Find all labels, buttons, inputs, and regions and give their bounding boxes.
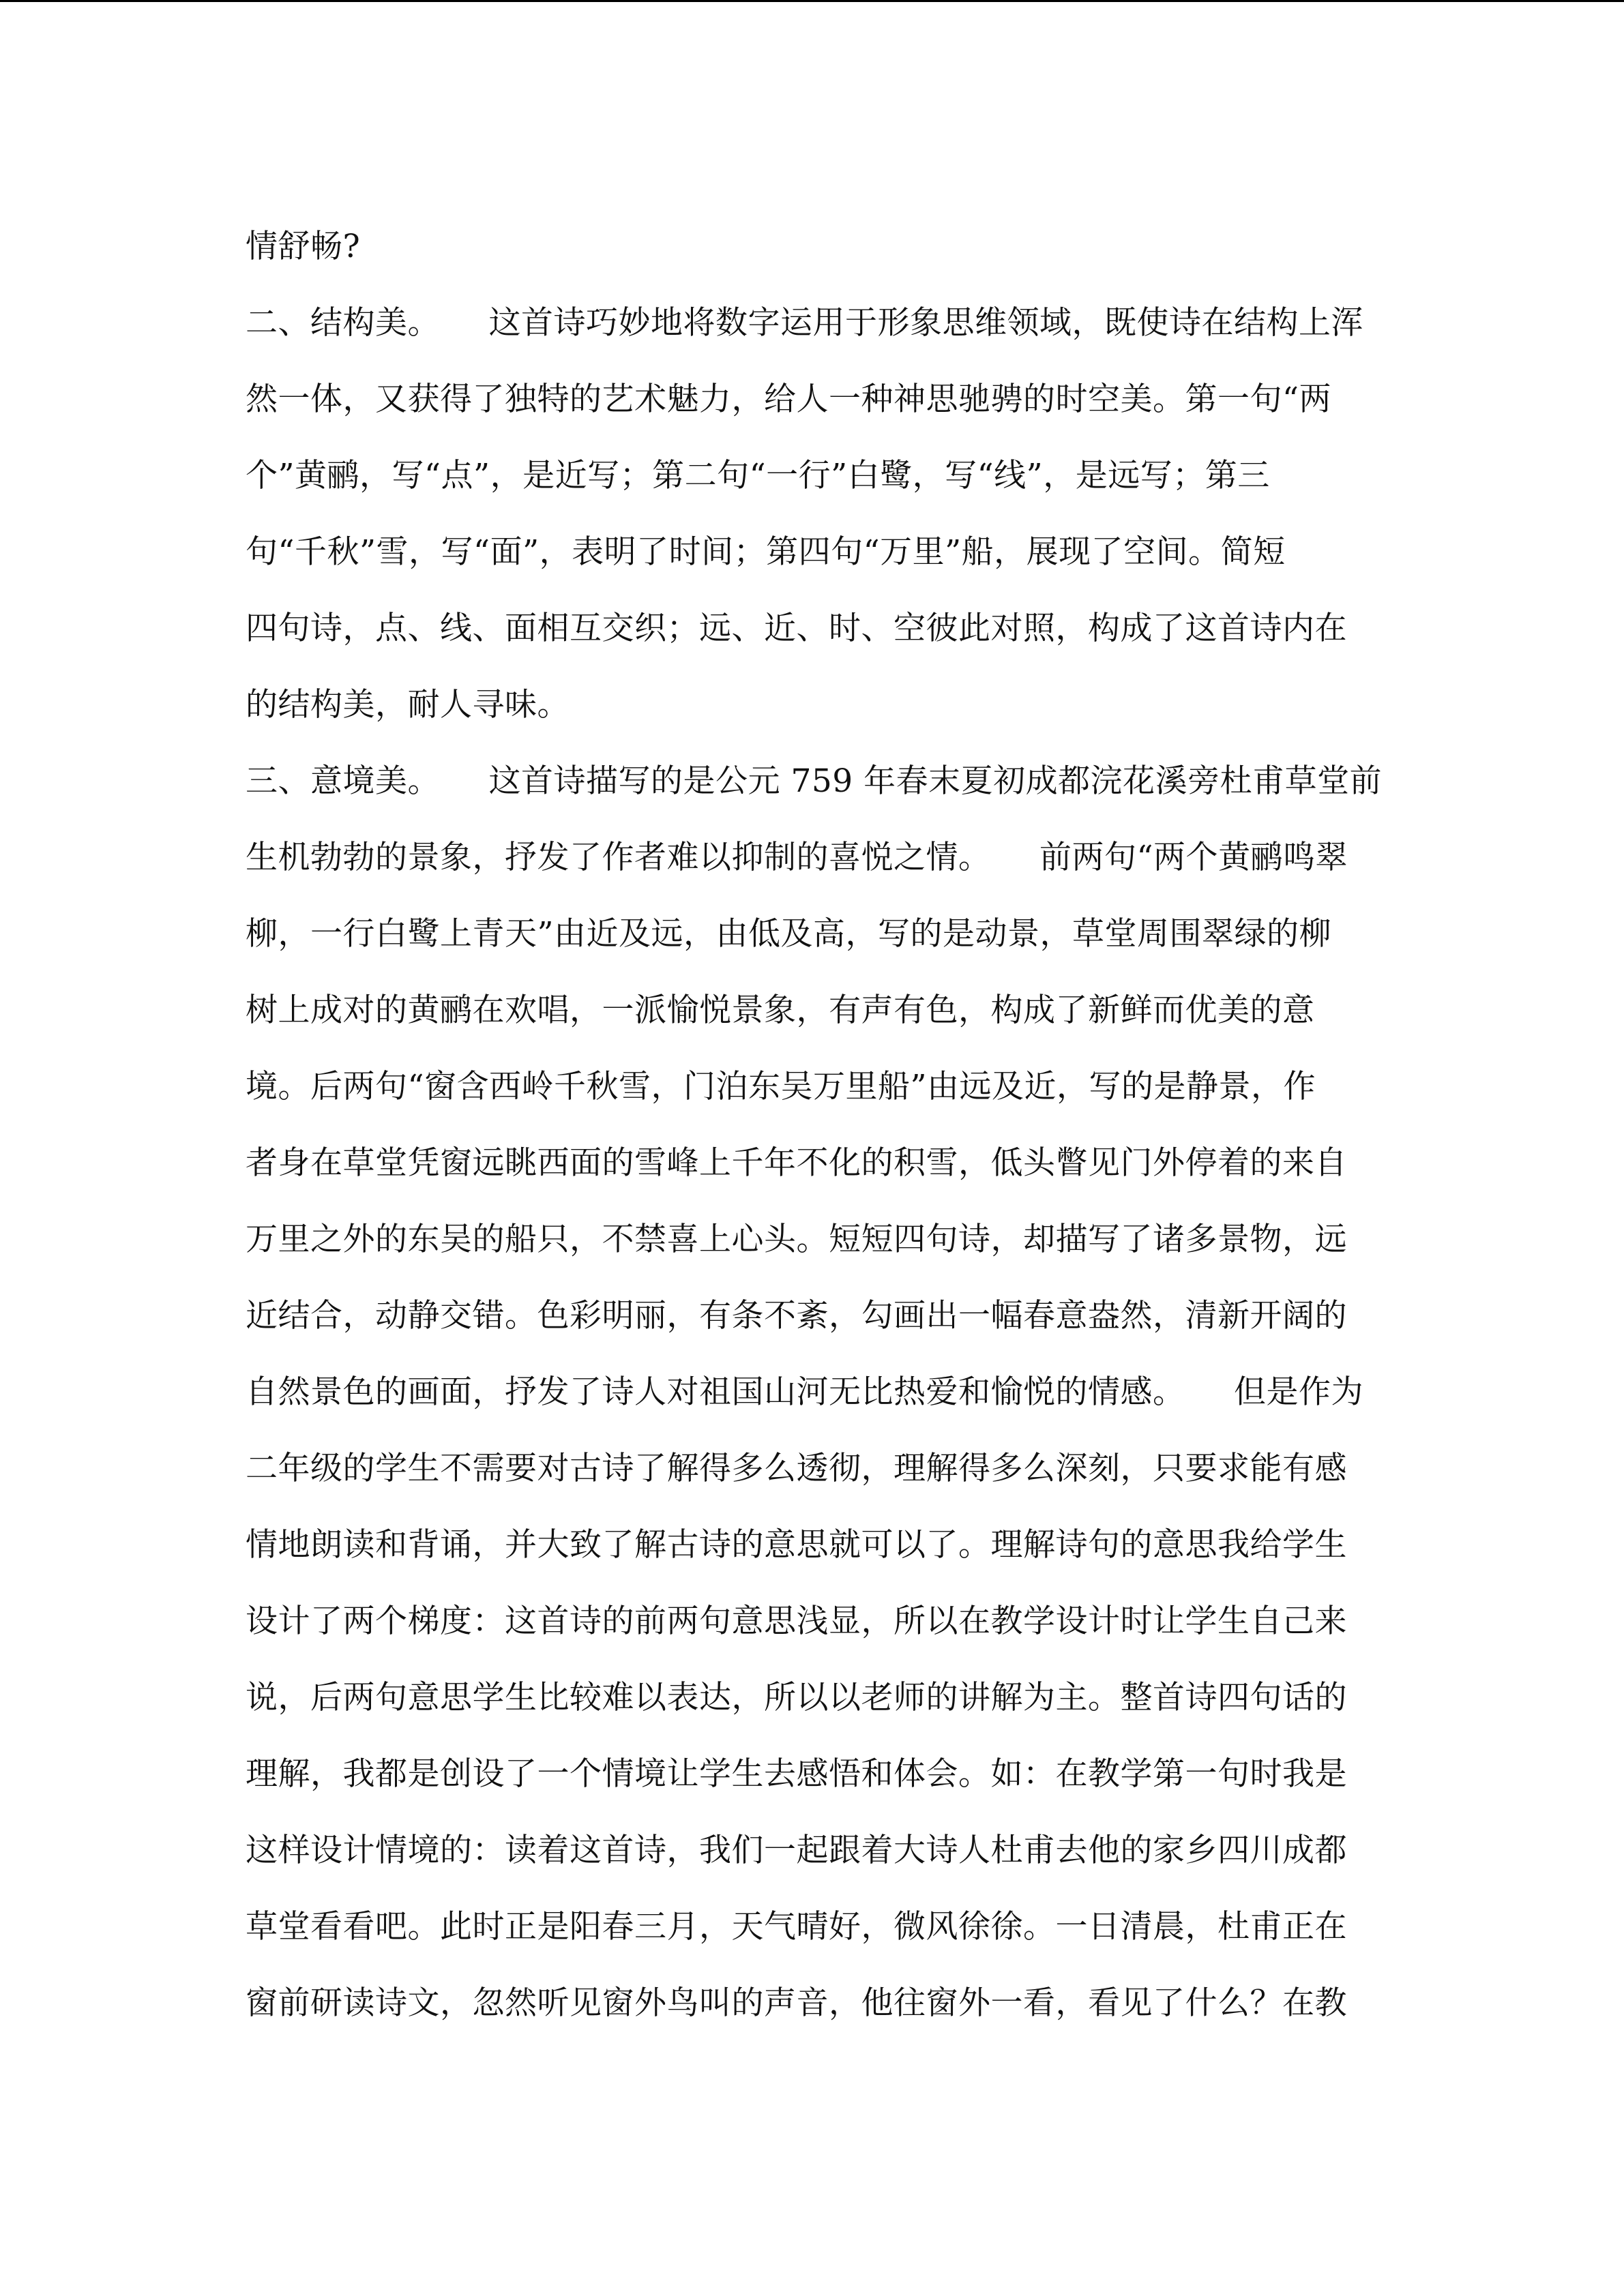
text-line: 然一体，又获得了独特的艺术魅力，给人一种神思驰骋的时空美。第一句“两 bbox=[246, 381, 1332, 418]
text-line: 句“千秋”雪，写“面”，表明了时间；第四句“万里”船，展现了空间。简短 bbox=[246, 533, 1286, 571]
text-line: 的结构美，耐人寻味。 bbox=[246, 686, 570, 724]
text-line: 草堂看看吧。此时正是阳春三月，天气晴好，微风徐徐。一日清晨，杜甫正在 bbox=[246, 1908, 1347, 1945]
text-line: 窗前研读诗文，忽然听见窗外鸟叫的声音，他往窗外一看，看见了什么？在教 bbox=[246, 1984, 1347, 2022]
text-line: 这样设计情境的：读着这首诗，我们一起跟着大诗人杜甫去他的家乡四川成都 bbox=[246, 1832, 1347, 1869]
text-line: 情地朗读和背诵，并大致了解古诗的意思就可以了。理解诗句的意思我给学生 bbox=[246, 1526, 1347, 1564]
text-line: 理解，我都是创设了一个情境让学生去感悟和体会。如：在教学第一句时我是 bbox=[246, 1755, 1347, 1793]
text-line: 个”黄鹂，写“点”，是近写；第二句“一行”白鹭，写“线”，是远写；第三 bbox=[246, 457, 1270, 494]
text-line: 树上成对的黄鹂在欢唱，一派愉悦景象，有声有色，构成了新鲜而优美的意 bbox=[246, 992, 1315, 1029]
text-line: 境。后两句“窗含西岭千秋雪，门泊东吴万里船”由远及近，写的是静景，作 bbox=[246, 1068, 1316, 1105]
text-line: 说，后两句意思学生比较难以表达，所以以老师的讲解为主。整首诗四句话的 bbox=[246, 1679, 1347, 1716]
text-line: 二、结构美。 这首诗巧妙地将数字运用于形象思维领域，既使诗在结构上浑 bbox=[246, 304, 1363, 342]
text-line: 三、意境美。 这首诗描写的是公元 759 年春末夏初成都浣花溪旁杜甫草堂前 bbox=[246, 762, 1383, 800]
text-line: 者身在草堂凭窗远眺西面的雪峰上千年不化的积雪，低头瞥见门外停着的来自 bbox=[246, 1144, 1347, 1182]
page-top-border bbox=[0, 0, 1624, 2]
text-line: 二年级的学生不需要对古诗了解得多么透彻，理解得多么深刻，只要求能有感 bbox=[246, 1450, 1347, 1487]
text-line: 近结合，动静交错。色彩明丽，有条不紊，勾画出一幅春意盎然，清新开阔的 bbox=[246, 1297, 1347, 1335]
text-line: 设计了两个梯度：这首诗的前两句意思浅显，所以在教学设计时让学生自己来 bbox=[246, 1602, 1347, 1640]
document-body bbox=[246, 220, 1383, 2053]
text-line: 自然景色的画面，抒发了诗人对祖国山河无比热爱和愉悦的情感。 但是作为 bbox=[246, 1373, 1363, 1411]
text-line: 万里之外的东吴的船只，不禁喜上心头。短短四句诗，却描写了诸多景物，远 bbox=[246, 1221, 1347, 1258]
text-line: 柳，一行白鹭上青天”由近及远，由低及高，写的是动景，草堂周围翠绿的柳 bbox=[246, 915, 1332, 953]
text-line: 四句诗，点、线、面相互交织；远、近、时、空彼此对照，构成了这首诗内在 bbox=[246, 610, 1347, 647]
text-line: 情舒畅? bbox=[246, 228, 361, 265]
text-line: 生机勃勃的景象，抒发了作者难以抑制的喜悦之情。 前两句“两个黄鹂鸣翠 bbox=[246, 839, 1348, 876]
